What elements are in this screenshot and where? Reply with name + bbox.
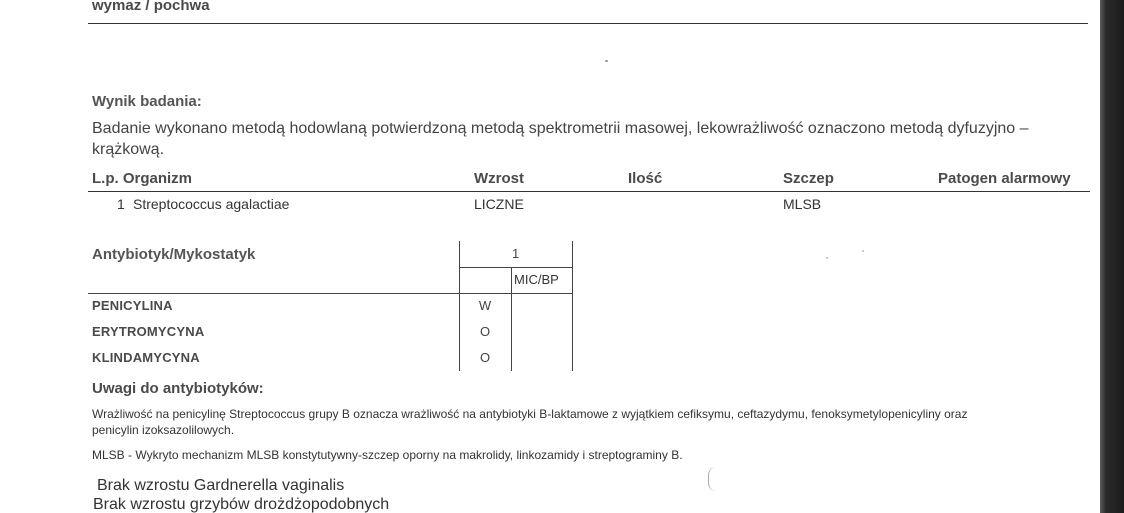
table-header-divider xyxy=(88,191,1090,192)
antibiotic-name: KLINDAMYCYNA xyxy=(92,350,200,365)
antibiotic-notes-label: Uwagi do antybiotyków: xyxy=(92,380,264,397)
penicillin-note: Wrażliwość na penicylinę Streptococcus grupy B oznacza wrażliwość na antybiotyki B-laktamowe z wyjątkiem cefiksymu, ceftazydymu, fenoksymetylopenicyliny oraz penicylin izoksazolilowych. xyxy=(92,407,968,437)
antibiotic-name: ERYTROMYCYNA xyxy=(92,324,205,339)
col-header-strain: Szczep xyxy=(783,170,834,187)
col-header-alarm-pathogen: Patogen alarmowy xyxy=(938,170,1071,187)
antibiogram-grid-line xyxy=(511,267,512,371)
additional-result: Brak wzrostu grzybów drożdżopodobnych xyxy=(93,496,390,513)
row-organism: Streptococcus agalactiae xyxy=(133,196,290,212)
col-header-growth: Wzrost xyxy=(474,170,524,187)
scan-speck xyxy=(826,257,828,259)
antibiotic-result: W xyxy=(478,298,492,313)
scan-speck xyxy=(605,60,608,62)
pen-mark xyxy=(708,467,717,491)
antibiogram-grid-line xyxy=(572,241,573,293)
row-lp: 1 xyxy=(117,196,125,212)
mlsb-note: MLSB - Wykryto mechanizm MLSB konstytutywny-szczep oporny na makrolidy, linkozamidy i streptograminy B. xyxy=(92,448,683,462)
antibiotic-label: Antybiotyk/Mykostatyk xyxy=(92,246,256,263)
result-label: Wynik badania: xyxy=(92,93,202,110)
additional-result: Brak wzrostu Gardnerella vaginalis xyxy=(97,477,345,494)
col-header-quantity: Ilość xyxy=(628,170,663,187)
row-growth: LICZNE xyxy=(474,196,524,212)
antibiogram-header-divider xyxy=(88,293,573,294)
antibiogram-column-number: 1 xyxy=(512,246,520,261)
antibiotic-name: PENICYLINA xyxy=(92,298,173,313)
col-header-lp-organism: L.p. Organizm xyxy=(92,170,193,187)
result-description: Badanie wykonano metodą hodowlaną potwierdzoną metodą spektrometrii masowej, lekowrażliwość oznaczono metodą dyfuzyjno –krążkową. xyxy=(92,120,1029,158)
header-divider xyxy=(88,23,1088,24)
antibiogram-grid-line xyxy=(572,293,573,371)
sample-type: wymaz / pochwa xyxy=(92,0,210,14)
antibiogram-mic-header: MIC/BP xyxy=(514,272,559,287)
scan-speck xyxy=(862,250,864,252)
antibiotic-result: O xyxy=(479,350,491,365)
scan-edge-shadow xyxy=(1100,0,1124,513)
antibiotic-result: O xyxy=(479,324,491,339)
antibiogram-grid-line xyxy=(459,267,572,268)
row-strain: MLSB xyxy=(783,196,822,212)
